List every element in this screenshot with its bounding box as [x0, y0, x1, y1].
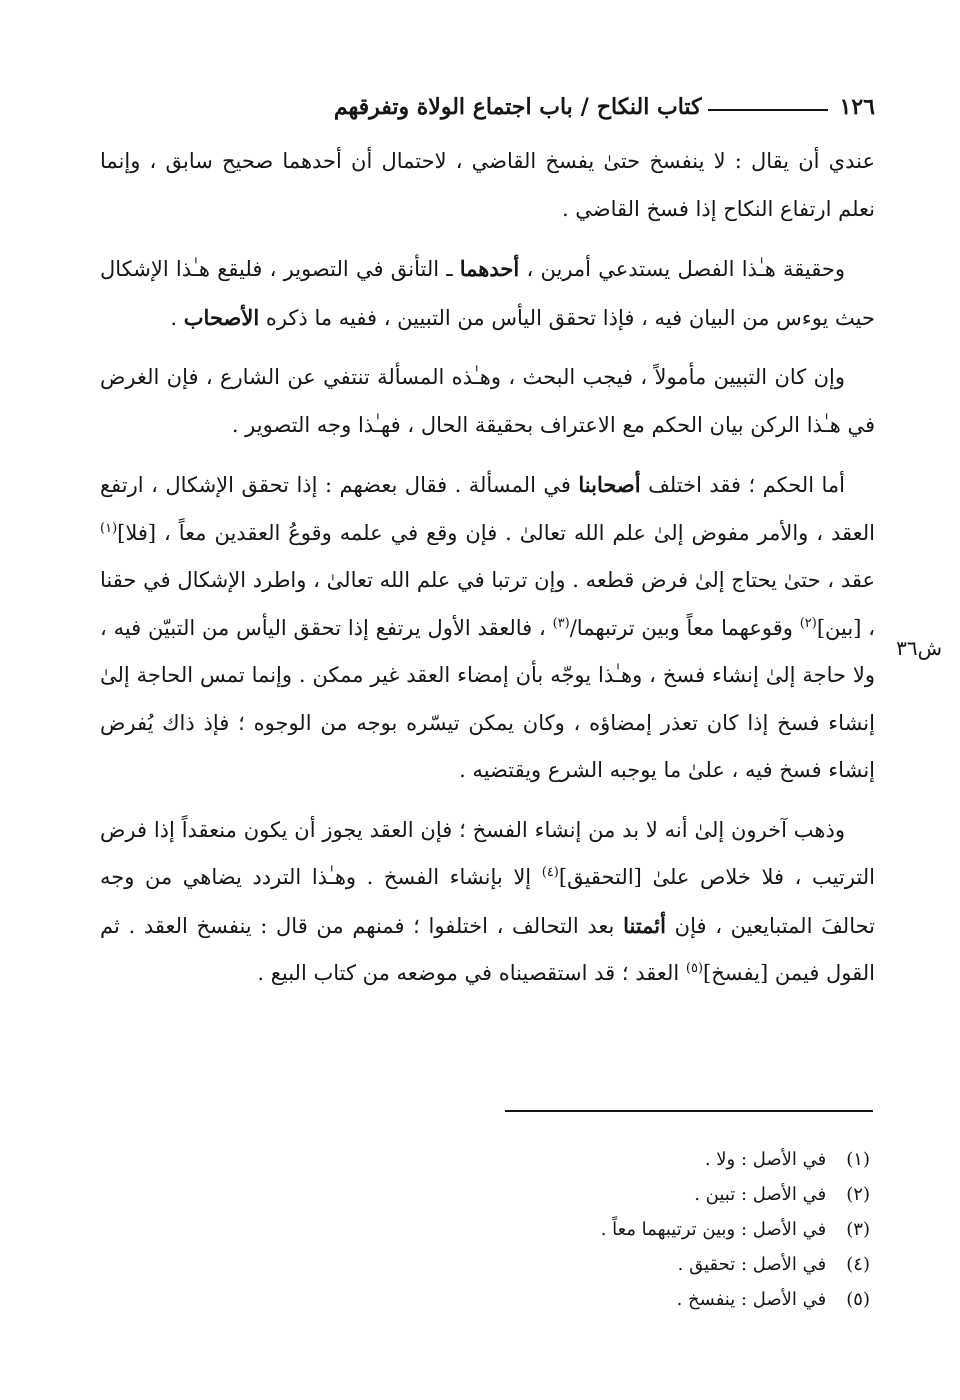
p5-text-2: إلا بإنشاء الفسخ . وهـٰذا التردد يضاهي من وجه تحالفَ المتبايعين ، فإن [100, 865, 876, 938]
p5-text-3: بعد التحالف ، اختلفوا ؛ فمنهم من قال : ينفسخ العقد . ثم القول فيمن [يفسخ] [100, 913, 875, 985]
footnote-4 [470, 1247, 870, 1282]
footnote-ref-3: (٣) [552, 615, 570, 631]
footnote-2 [470, 1177, 870, 1212]
margin-manuscript-ref: ش٣٦ [896, 636, 942, 660]
page-number: ١٢٦ [839, 94, 875, 120]
footnotes [470, 1142, 870, 1317]
p5-text-1: وذهب آخرون إلىٰ أنه لا بد من إنشاء الفسخ ؛ فإن العقد يجوز أن يكون منعقداً إذا فرض الترتيب ، فلا خلاص علىٰ [التحقيق] [100, 817, 875, 889]
p4-bold-1: أصحابنا [578, 472, 641, 497]
paragraph-3 [100, 354, 875, 449]
footnote-5-text: في الأصل : ينفسخ . [676, 1289, 827, 1310]
footnote-2-number: (٢) [846, 1184, 870, 1205]
p5-bold-1: أئمتنا [623, 912, 666, 938]
p2-text-1: وحقيقة هـٰذا الفصل يستدعي أمرين ، [526, 257, 845, 281]
header-chapter-title: باب اجتماع الولاة وتفرقهم [333, 94, 573, 120]
footnote-3 [470, 1212, 870, 1247]
footnote-ref-1: (١) [100, 520, 118, 536]
footnote-2-text: في الأصل : تبين . [694, 1184, 827, 1205]
header-separator: / [580, 94, 589, 120]
footnote-4-text: في الأصل : تحقيق . [677, 1254, 827, 1275]
footnote-4-number: (٤) [846, 1254, 870, 1275]
paragraph-3-text: وإن كان التبيين مأمولاً ، فيجب البحث ، وهـٰذه المسألة تنتفي عن الشارع ، فإن الغرض في هـٰذا الركن بيان الحكم مع الاعتراف بحقيقة الحال ، فهـٰذا وجه التصوير . [100, 365, 875, 437]
paragraph-1-text: عندي أن يقال : لا ينفسخ حتىٰ يفسخ القاضي ، لاحتمال أن أحدهما صحيح سابق ، وإنما نعلم ارتفاع النكاح إذا فسخ القاضي . [100, 149, 875, 221]
footnote-1 [470, 1142, 870, 1177]
p2-bold-1: أحدهما [459, 256, 520, 281]
footnote-1-text: في الأصل : ولا . [704, 1149, 827, 1170]
p5-text-4: العقد ؛ قد استقصيناه في موضعه من كتاب البيع . [257, 961, 680, 985]
p4-text-2: في المسألة . فقال بعضهم : إذا تحقق الإشكال ، ارتفع العقد ، والأمر مفوض إلىٰ علم الله تعالىٰ . فإن وقع في علمه وقوعُ العقدين معاً ، [فلا] [100, 473, 875, 545]
footnote-ref-2: (٢) [799, 615, 817, 631]
p4-text-4: وقوعهما معاً وبين ترتبهما/ [569, 615, 793, 640]
footnote-separator [505, 1110, 873, 1112]
main-text [100, 138, 875, 1010]
running-header [100, 84, 875, 120]
p4-text-3: عقد ، حتىٰ يحتاج إلىٰ فرض قطعه . وإن ترتبا في علم الله تعالىٰ ، واطرد الإشكال في حقنا ، [بين] [100, 568, 875, 640]
footnote-ref-5: (٥) [685, 961, 704, 976]
paragraph-1 [100, 138, 875, 233]
p2-bold-2: الأصحاب [183, 304, 260, 330]
footnote-3-text: في الأصل : وبين ترتيبهما معاً . [600, 1219, 827, 1240]
paragraph-2 [100, 245, 875, 342]
p4-text-1: أما الحكم ؛ فقد اختلف [648, 473, 845, 497]
footnote-3-number: (٣) [846, 1219, 870, 1240]
header-rule [708, 109, 828, 111]
footnote-ref-4: (٤) [541, 865, 559, 880]
header-book-title: كتاب النكاح [596, 94, 702, 120]
p2-text-2: ـ التأنق في التصوير ، فليقع هـٰذا الإشكال حيث يوءس من البيان فيه ، فإذا تحقق اليأس من التبيين ، ففيه ما ذكره [100, 257, 875, 330]
footnote-5-number: (٥) [846, 1289, 870, 1310]
p2-text-3: . [170, 305, 178, 330]
paragraph-5 [100, 807, 875, 998]
p4-text-5: ، فالعقد الأول يرتفع إذا تحقق اليأس من التبيّن فيه ، ولا حاجة إلىٰ إنشاء فسخ ، وهـٰذا يوجّه بأن إمضاء العقد غير ممكن . وإنما تمس الحاجة إلىٰ إنشاء فسخ إذا كان تعذر إمضاؤه ، وكان يمكن تيسّره بوجه من الوجوه ؛ فإذ ذاك يُفرض إنشاء فسخ فيه ، علىٰ ما يوجبه الشرع ويقتضيه . [100, 615, 875, 782]
paragraph-4 [100, 461, 875, 795]
footnote-1-number: (١) [846, 1149, 870, 1170]
footnote-5 [470, 1282, 870, 1317]
